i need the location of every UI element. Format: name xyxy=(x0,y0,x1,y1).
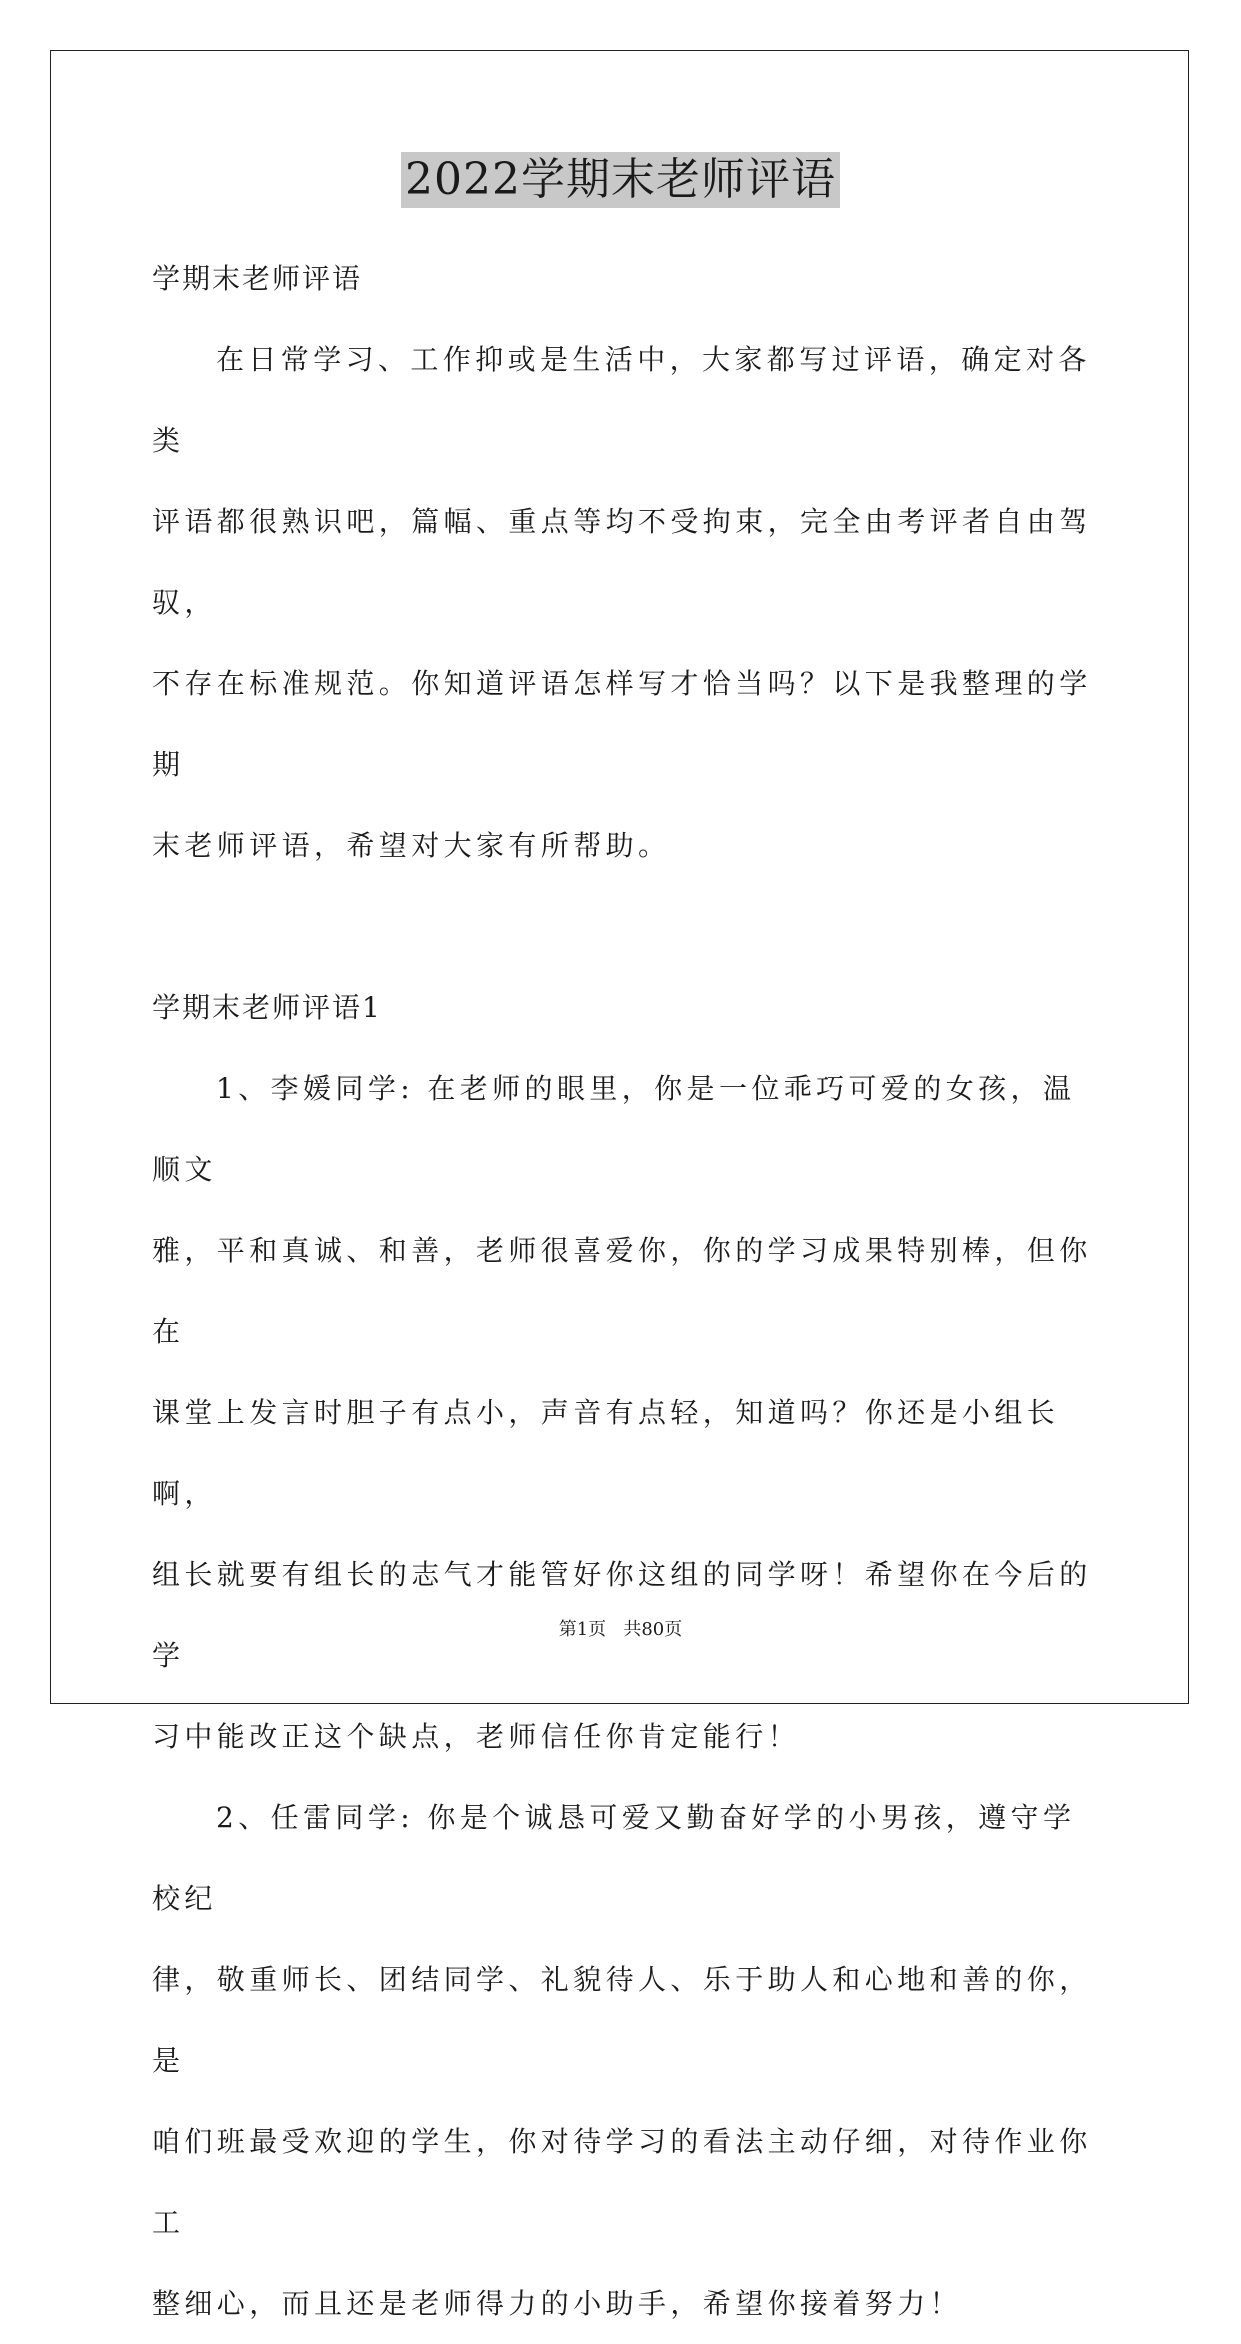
comment-line: 组长就要有组长的志气才能管好你这组的同学呀！希望你在今后的学 xyxy=(152,1558,1092,1672)
page-number: 第1页 共80页 xyxy=(558,1619,683,1640)
comment-line: 雅，平和真诚、和善，老师很喜爱你，你的学习成果特别棒，但你在 xyxy=(152,1234,1092,1348)
intro-line: 末老师评语，希望对大家有所帮助。 xyxy=(152,829,671,862)
comment-line: 律，敬重师长、团结同学、礼貌待人、乐于助人和心地和善的你，是 xyxy=(152,1963,1092,2077)
intro-line: 在日常学习、工作抑或是生活中，大家都写过评语，确定对各类 xyxy=(152,343,1091,457)
comment-line: 课堂上发言时胆子有点小，声音有点轻，知道吗？你还是小组长啊， xyxy=(152,1396,1060,1510)
document-subtitle: 学期末老师评语 xyxy=(152,262,363,295)
comment-line: 咱们班最受欢迎的学生，你对待学习的看法主动仔细，对待作业你工 xyxy=(152,2125,1092,2239)
intro-line: 评语都很熟识吧，篇幅、重点等均不受拘束，完全由考评者自由驾驭， xyxy=(152,505,1092,619)
title-container xyxy=(0,152,1241,208)
section-heading: 学期末老师评语1 xyxy=(152,991,382,1024)
paragraph-gap xyxy=(152,886,1092,967)
comment-line: 1、李媛同学: 在老师的眼里，你是一位乖巧可爱的女孩，温顺文 xyxy=(152,1072,1076,1186)
page-footer xyxy=(0,1618,1241,1642)
document-body xyxy=(152,238,1092,2344)
document-title: 2022学期末老师评语 xyxy=(401,152,840,208)
comment-line: 习中能改正这个缺点，老师信任你肯定能行！ xyxy=(152,1720,801,1753)
comment-line: 2、任雷同学: 你是个诚恳可爱又勤奋好学的小男孩，遵守学校纪 xyxy=(152,1801,1076,1915)
intro-line: 不存在标准规范。你知道评语怎样写才恰当吗？以下是我整理的学期 xyxy=(152,667,1092,781)
comment-line: 整细心，而且还是老师得力的小助手，希望你接着努力！ xyxy=(152,2287,963,2320)
